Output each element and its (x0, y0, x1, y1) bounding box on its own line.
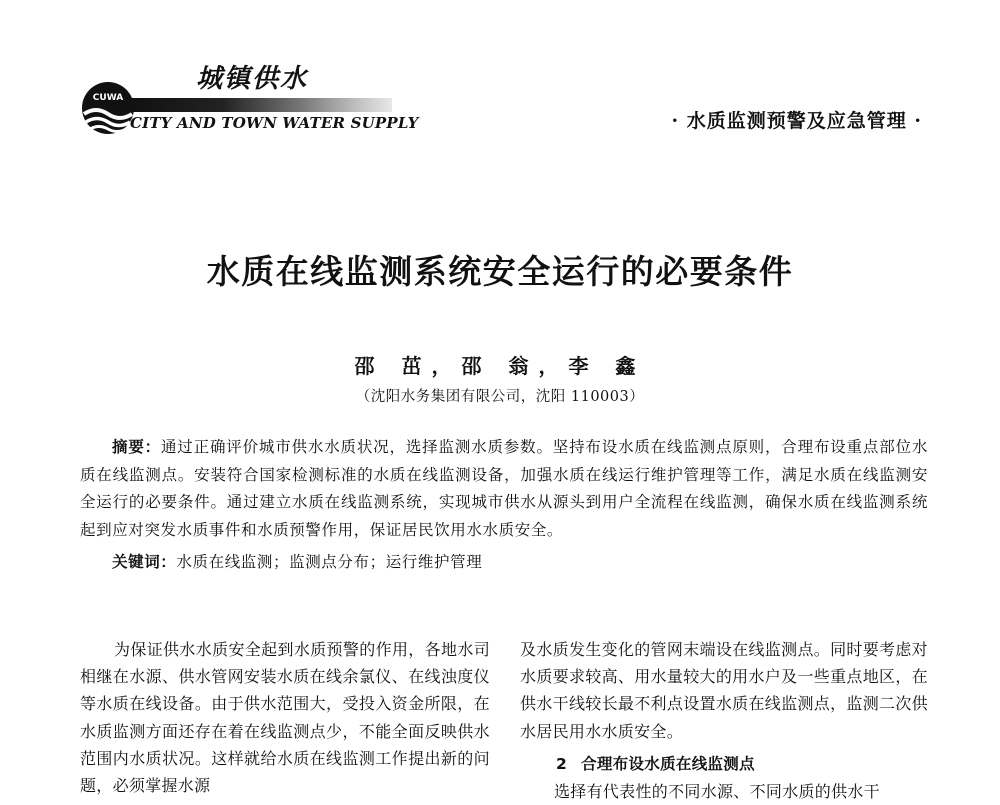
keywords-label: 关键词： (112, 553, 177, 571)
body-paragraph-continued: 及水质发生变化的管网末端设在线监测点。同时要考虑对水质要求较高、用水量较大的用水户及一些重点地区，在供水干线较长最不利点设置水质在线监测点，监测二次供水居民用水水质安全。 (520, 640, 928, 741)
article-title: 水质在线监测系统安全运行的必要条件 (206, 252, 794, 291)
abstract-label: 摘要： (112, 438, 161, 456)
affiliation: （沈阳水务集团有限公司，沈阳 110003） (355, 389, 645, 405)
journal-logo (80, 58, 419, 138)
logo-english-name: CITY AND TOWN WATER SUPPLY (130, 114, 419, 132)
body-paragraph-next: 选择有代表性的不同水源、不同水质的供水干 (554, 782, 881, 802)
keywords (112, 548, 482, 576)
section-heading (520, 751, 928, 778)
section-heading-text: 合理布设水质在线监测点 (581, 754, 755, 773)
abstract-text: 通过正确评价城市供水水质状况，选择监测水质参数。坚持布设水质在线监测点原则，合理布设重点部位水质在线监测点。安装符合国家检测标准的水质在线监测设备，加强水质在线运行维护管理等工作，满足水质在线监测安全运行的必要条件。通过建立水质在线监测系统，实现城市供水从源头到用户全流程在线监测，确保水质在线监测系统起到应对突发水质事件和水质预警作用，保证居民饮用水水质安全。 (80, 438, 928, 539)
authors: 邵 茁，邵 翁，李 鑫 (354, 354, 646, 378)
logo-emblem-text: CUWA (92, 93, 124, 103)
logo-gradient-bar (132, 98, 392, 112)
water-wave-emblem-icon (80, 80, 136, 136)
section-label: · 水质监测预警及应急管理 · (671, 110, 922, 132)
body-right-column (520, 636, 928, 805)
section-heading-number: 2 (556, 754, 568, 773)
abstract (80, 434, 928, 544)
body-left-column (80, 636, 490, 799)
logo-chinese-name: 城镇供水 (196, 64, 309, 94)
keywords-text: 水质在线监测；监测点分布；运行维护管理 (176, 553, 483, 571)
body-paragraph: 为保证供水水质安全起到水质预警的作用，各地水司相继在水源、供水管网安装水质在线余氯仪、在线浊度仪等水质在线设备。由于供水范围大，受投入资金所限，在水质监测方面还存在着在线监测点少，不能全面反映供水范围内水质状况。这样就给水质在线监测工作提出新的问题，必须掌握水源 (80, 640, 490, 796)
